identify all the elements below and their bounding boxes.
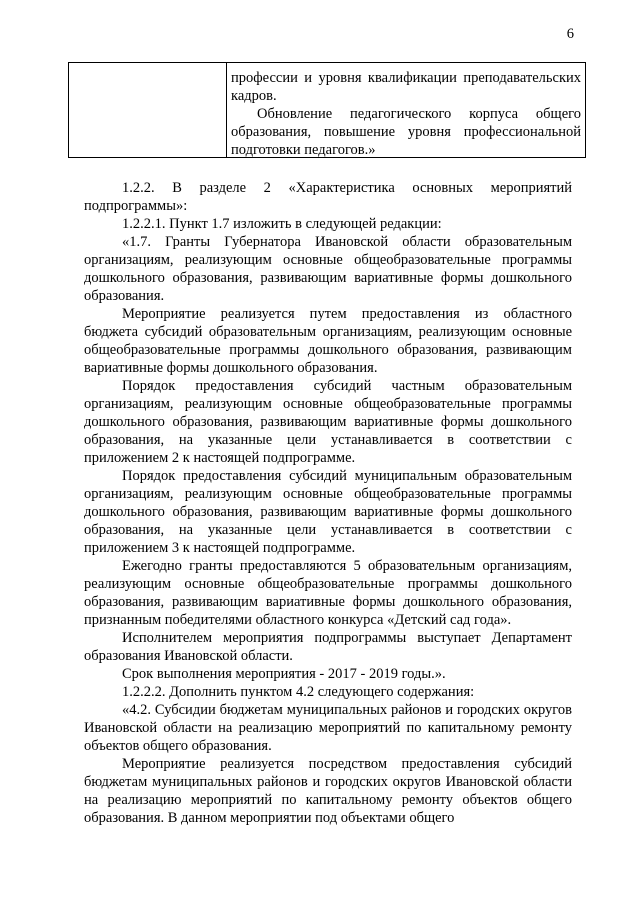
paragraph: Мероприятие реализуется посредством предоставления субсидий бюджетам муниципальных районов и городских округов Ивановской области на реализацию мероприятий по капитальному ремонту объектов общего образования. В данном мероприятии под объектами общего xyxy=(84,756,572,826)
paragraph: Порядок предоставления субсидий муниципальным образовательным организациям, реализующим основные общеобразовательные программы дошкольного образования, развивающим вариативные формы дошкольного образования, на указанные цели устанавливается в соответствии с приложением 3 к настоящей подпрограмме. xyxy=(84,468,572,556)
paragraph: «4.2. Субсидии бюджетам муниципальных районов и городских округов Ивановской области на реализацию мероприятий по капитальному ремонту объектов общего образования. xyxy=(84,702,572,754)
paragraph: Ежегодно гранты предоставляются 5 образовательным организациям, реализующим основные общеобразовательные программы дошкольного образования, развивающим вариативные формы дошкольного образования, признанным победителями областного конкурса «Детский сад года». xyxy=(84,558,572,628)
table-cell-text: Обновление педагогического корпуса общего образования, повышение уровня профессиональной подготовки педагогов.» xyxy=(231,106,581,158)
table-column-divider xyxy=(226,63,227,157)
paragraph: Срок выполнения мероприятия - 2017 - 2019 годы.». xyxy=(122,666,446,682)
table xyxy=(68,62,586,158)
table-cell xyxy=(231,69,581,159)
paragraph: 1.2.2.2. Дополнить пунктом 4.2 следующего содержания: xyxy=(122,684,475,700)
document-body xyxy=(84,179,572,827)
paragraph: «1.7. Гранты Губернатора Ивановской области образовательным организациям, реализующим основные общеобразовательные программы дошкольного образования, развивающим вариативные формы дошкольного образования. xyxy=(84,234,572,304)
table-cell-text: профессии и уровня квалификации преподавательских кадров. xyxy=(231,70,581,104)
paragraph: Порядок предоставления субсидий частным образовательным организациям, реализующим основные общеобразовательные программы дошкольного образования, развивающим вариативные формы дошкольного образования, на указанные цели устанавливается в соответствии с приложением 2 к настоящей подпрограмме. xyxy=(84,378,572,466)
section-heading-paragraph: 1.2.2. В разделе 2 «Характеристика основных мероприятий подпрограммы»: xyxy=(84,180,572,214)
page-number: 6 xyxy=(566,26,574,42)
paragraph: 1.2.2.1. Пункт 1.7 изложить в следующей редакции: xyxy=(122,216,442,232)
paragraph: Мероприятие реализуется путем предоставления из областного бюджета субсидий образовательным организациям, реализующим основные общеобразовательные программы дошкольного образования, развивающим вариативные формы дошкольного образования. xyxy=(84,306,572,376)
paragraph: Исполнителем мероприятия подпрограммы выступает Департамент образования Ивановской области. xyxy=(84,630,572,664)
